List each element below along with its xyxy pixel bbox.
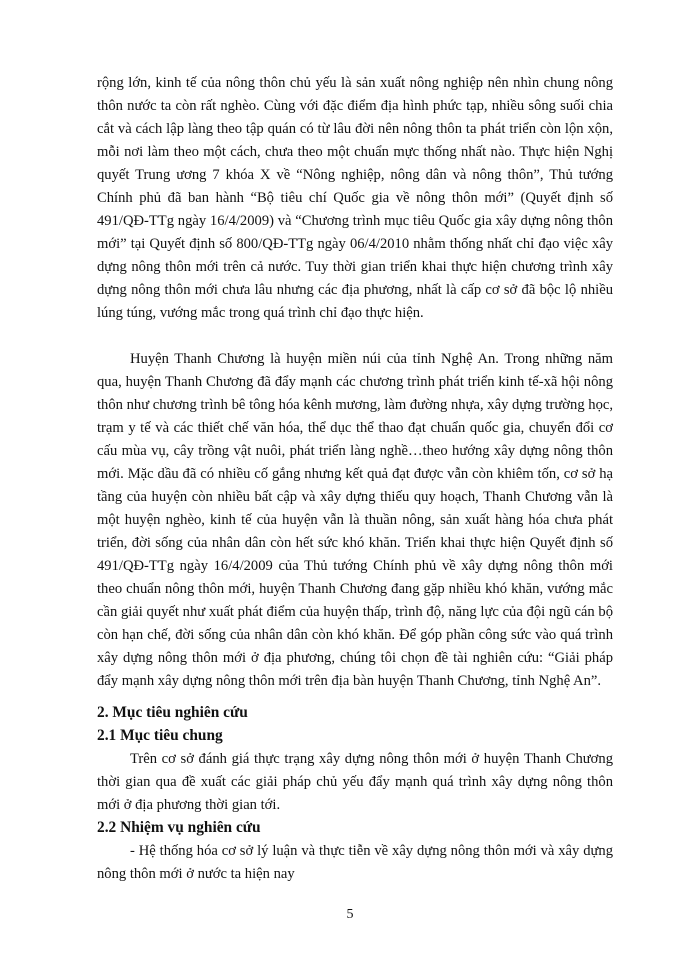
paragraph-context [97,72,613,325]
paragraph-text: - Hệ thống hóa cơ sở lý luận và thực tiễn về xây dựng nông thôn mới và xây dựng nông thôn mới ở nước ta hiện nay [97,843,613,882]
paragraph-text: Huyện Thanh Chương là huyện miền núi của tỉnh Nghệ An. Trong những năm qua, huyện Thanh Chương đã đẩy mạnh các chương trình phát triển kinh tế-xã hội nông thôn như chương trình bê tông hóa kênh mương, làm đường nhựa, xây dựng trường học, trạm y tế và các thiết chế văn hóa, thể dục thể thao đạt chuẩn quốc gia, chuyển đổi cơ cấu mùa vụ, cây trồng vật nuôi, phát triển làng nghề…theo hướng xây dựng nông thôn mới. Mặc dầu đã có nhiều cố gắng nhưng kết quả đạt được vẫn còn khiêm tốn, cơ sở hạ tầng của huyện còn nhiều bất cập và xây dựng thiếu quy hoạch, Thanh Chương vẫn là một huyện nghèo, kinh tế của huyện vẫn là thuần nông, sản xuất hàng hóa chưa phát triển, đời sống của nhân dân còn hết sức khó khăn. Triển khai thực hiện Quyết định số 491/QĐ-TTg ngày 16/4/2009 của Thủ tướng Chính phủ về xây dựng nông thôn mới theo chuẩn nông thôn mới, huyện Thanh Chương đang gặp nhiều khó khăn, vướng mắc cần giải quyết như xuất phát điểm của huyện thấp, trình độ, năng lực của đội ngũ cán bộ còn hạn chế, đời sống của nhân dân còn khó khăn. Để góp phần công sức vào quá trình xây dựng nông thôn mới ở địa phương, chúng tôi chọn đề tài nghiên cứu: “Giải pháp đẩy mạnh xây dựng nông thôn mới trên địa bàn huyện Thanh Chương, tỉnh Nghệ An”. [97,351,613,689]
paragraph-text: rộng lớn, kinh tế của nông thôn chủ yếu là sản xuất nông nghiệp nên nhìn chung nông thôn nước ta còn rất nghèo. Cùng với đặc điểm địa hình phức tạp, nhiều sông suối chia cắt và cách lập làng theo tập quán có từ lâu đời nên nông thôn ta phát triển còn lộn xộn, mỗi nơi làm theo một cách, chưa theo một chuẩn mực thống nhất nào. Thực hiện Nghị quyết Trung ương 7 khóa X về “Nông nghiệp, nông dân và nông thôn”, Thủ tướng Chính phủ đã ban hành “Bộ tiêu chí Quốc gia về nông thôn mới” (Quyết định số 491/QĐ-TTg ngày 16/4/2009) và “Chương trình mục tiêu Quốc gia xây dựng nông thôn mới” tại Quyết định số 800/QĐ-TTg ngày 06/4/2010 nhằm thống nhất chỉ đạo việc xây dựng nông thôn mới trên cả nước. Tuy thời gian triển khai thực hiện chương trình xây dựng nông thôn mới chưa lâu nhưng các địa phương, nhất là cấp cơ sở đã bộc lộ nhiều lúng túng, vướng mắc trong quá trình chỉ đạo thực hiện. [97,75,613,321]
subsection-heading-general-objective: 2.1 Mục tiêu chung [97,727,223,744]
paragraph-general-objective [97,748,613,817]
page-number: 5 [346,907,354,922]
paragraph-text: Trên cơ sở đánh giá thực trạng xây dựng nông thôn mới ở huyện Thanh Chương thời gian qua đề xuất các giải pháp chủ yếu đẩy mạnh quá trình xây dựng nông thôn mới ở địa phương thời gian tới. [97,751,613,813]
section-heading-research-objectives: 2. Mục tiêu nghiên cứu [97,704,248,721]
paragraph-thanh-chuong [97,348,613,693]
paragraph-research-tasks [97,840,613,886]
subsection-heading-research-tasks: 2.2 Nhiệm vụ nghiên cứu [97,819,261,836]
